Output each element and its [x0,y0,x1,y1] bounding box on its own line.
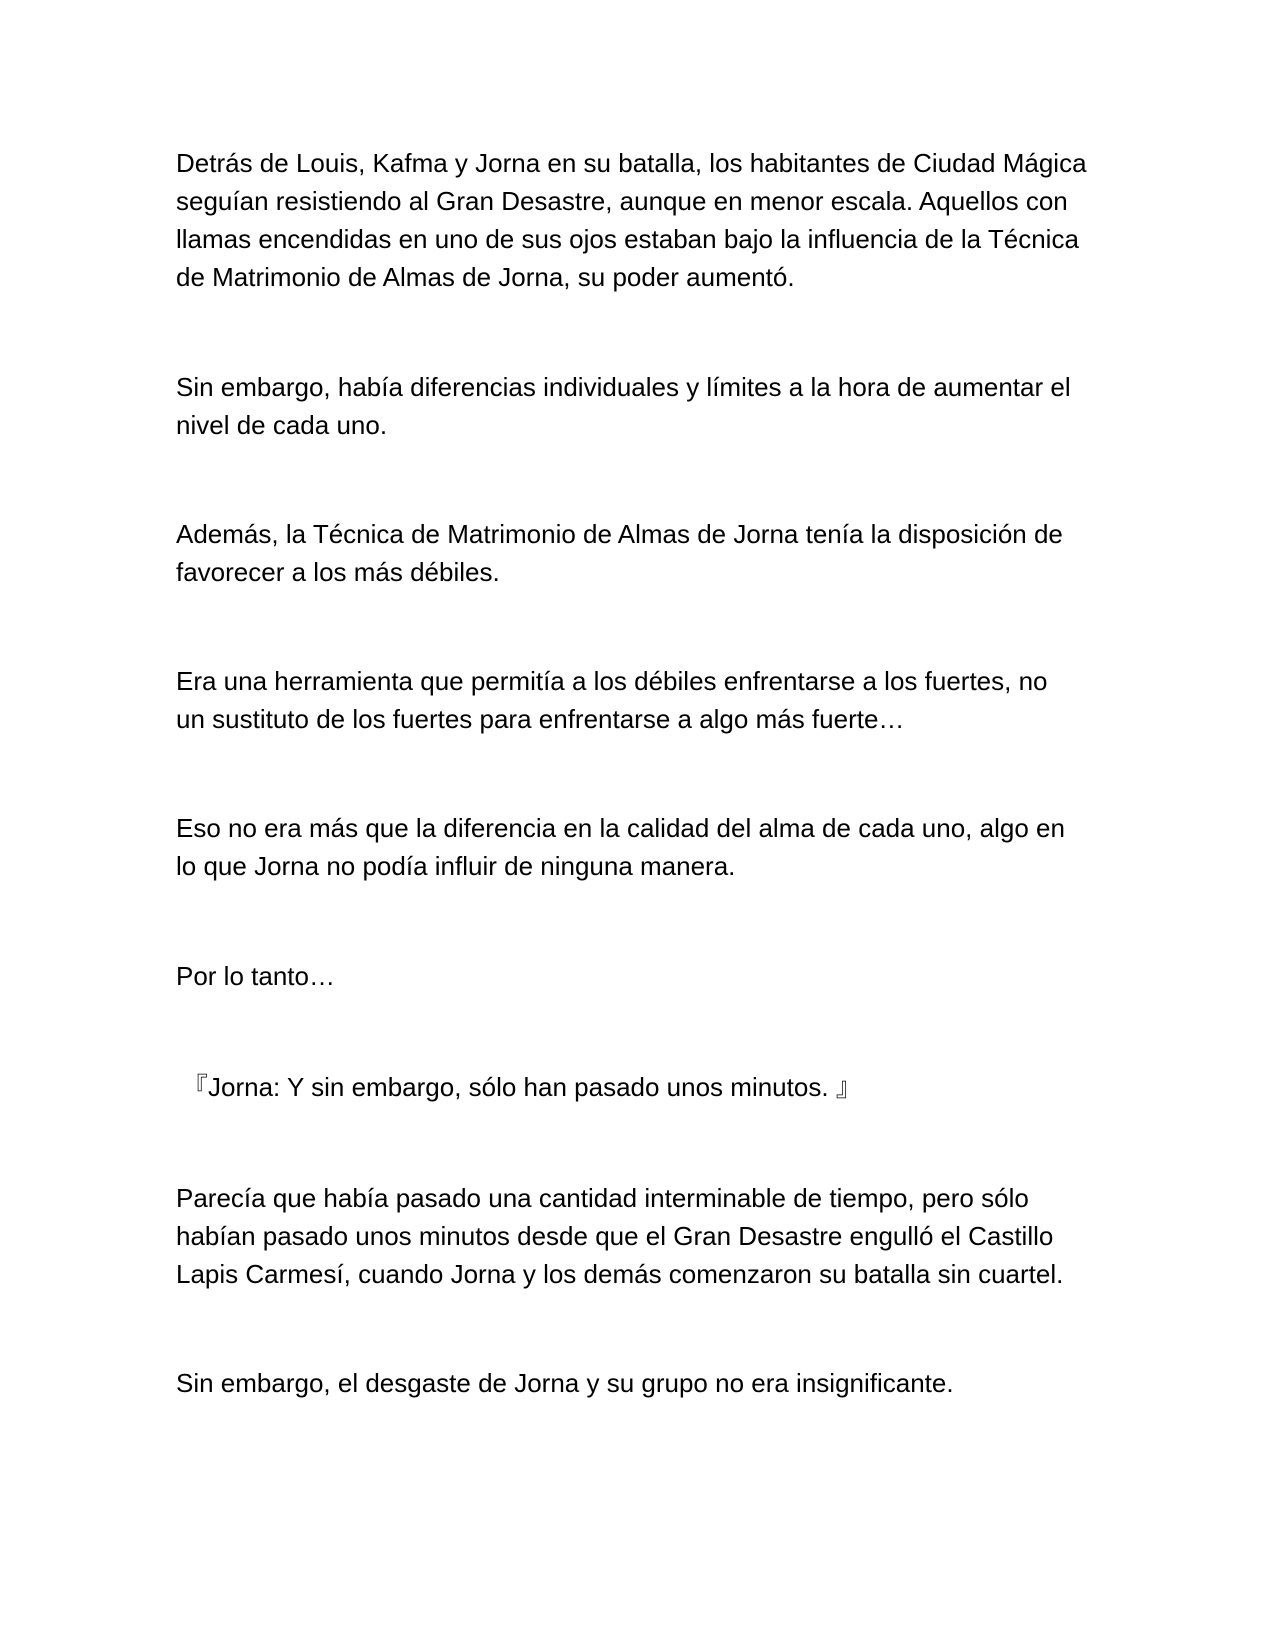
paragraph-line: Sin embargo, había diferencias individuales y límites a la hora de aumentar el [176,372,1071,402]
dialogue-line [182,1068,1112,1106]
paragraph-9 [176,1364,1106,1402]
paragraph-line: Además, la Técnica de Matrimonio de Almas de Jorna tenía la disposición de [176,519,1063,549]
paragraph-line: 『Jorna: Y sin embargo, sólo han pasado unos minutos. 』 [182,1072,862,1102]
paragraph-line: Lapis Carmesí, cuando Jorna y los demás comenzaron su batalla sin cuartel. [176,1259,1064,1289]
paragraph-2 [176,368,1106,444]
paragraph-line: Sin embargo, el desgaste de Jorna y su grupo no era insignificante. [176,1368,954,1398]
paragraph-6 [176,957,1106,995]
paragraph-line: nivel de cada uno. [176,410,388,440]
paragraph-line: de Matrimonio de Almas de Jorna, su poder aumentó. [176,262,795,292]
paragraph-line: llamas encendidas en uno de sus ojos estaban bajo la influencia de la Técnica [176,224,1079,254]
paragraph-5 [176,809,1106,885]
paragraph-3 [176,515,1106,591]
paragraph-line: seguían resistiendo al Gran Desastre, aunque en menor escala. Aquellos con [176,186,1068,216]
paragraph-line: habían pasado unos minutos desde que el Gran Desastre engulló el Castillo [176,1221,1054,1251]
paragraph-line: Detrás de Louis, Kafma y Jorna en su batalla, los habitantes de Ciudad Mágica [176,148,1087,178]
paragraph-line: un sustituto de los fuertes para enfrentarse a algo más fuerte… [176,704,905,734]
paragraph-line: Por lo tanto… [176,961,335,991]
paragraph-8 [176,1179,1106,1293]
paragraph-1 [176,144,1106,296]
paragraph-4 [176,662,1106,738]
paragraph-line: Era una herramienta que permitía a los débiles enfrentarse a los fuertes, no [176,666,1048,696]
paragraph-line: lo que Jorna no podía influir de ninguna manera. [176,851,736,881]
paragraph-line: Parecía que había pasado una cantidad interminable de tiempo, pero sólo [176,1183,1029,1213]
paragraph-line: favorecer a los más débiles. [176,557,500,587]
paragraph-line: Eso no era más que la diferencia en la calidad del alma de cada uno, algo en [176,813,1065,843]
